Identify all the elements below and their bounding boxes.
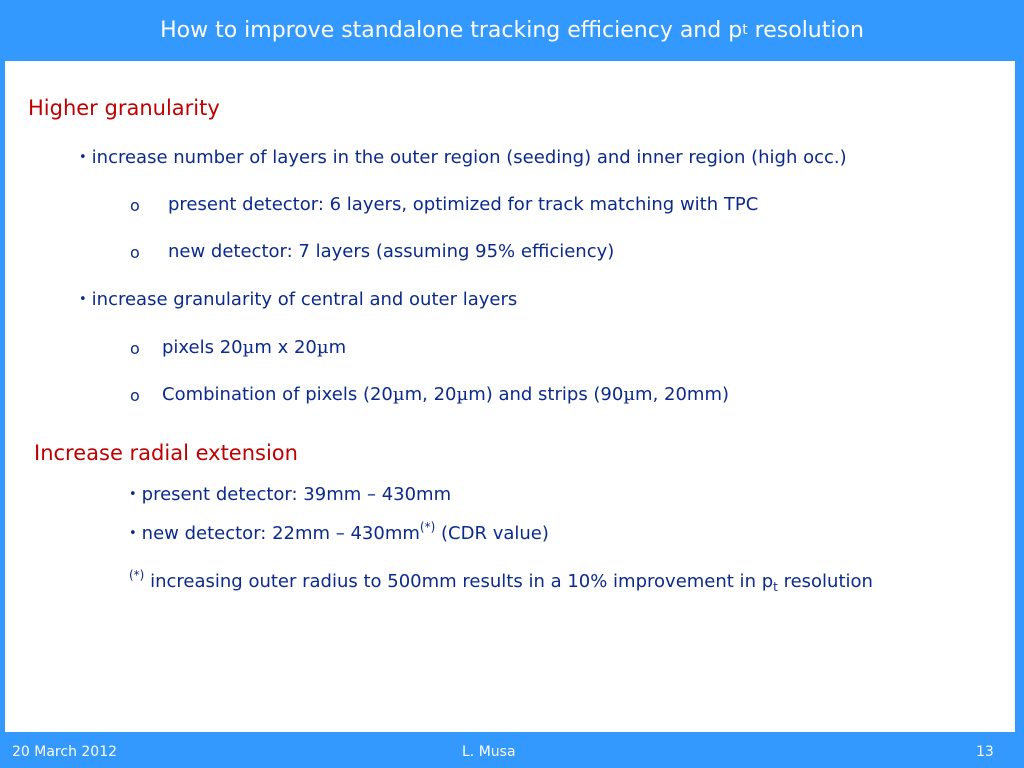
- section-heading-radial: Increase radial extension: [34, 441, 298, 465]
- bullet-new-range: [129, 520, 549, 544]
- subbullet-text: Combination of pixels (20µm, 20µm) and strips (90µm, 20mm): [162, 384, 730, 405]
- title-text-rest: resolution: [747, 17, 864, 43]
- footer-date: 20 March 2012: [12, 744, 118, 760]
- subbullet-text: new detector: 7 layers (assuming 95% efficiency): [168, 241, 615, 262]
- footnote-text-rest: resolution: [777, 571, 873, 592]
- footnote-marker: (*): [419, 520, 436, 534]
- footnote-text: increasing outer radius to 500mm results in a 10% improvement in p: [144, 571, 774, 592]
- footer-author: L. Musa: [462, 744, 516, 760]
- subbullet-text: present detector: 6 layers, optimized for track matching with TPC: [168, 194, 759, 215]
- bullet-text-rest: (CDR value): [435, 523, 549, 544]
- footnote-subscript: t: [773, 580, 778, 594]
- section-heading-granularity: Higher granularity: [28, 96, 220, 120]
- bullet-text: new detector: 22mm – 430mm: [141, 523, 420, 544]
- subbullet-new-detector: [130, 241, 614, 262]
- bullet-icon: •: [129, 487, 137, 502]
- bullet-present-range: [129, 484, 451, 505]
- bullet-text: increase number of layers in the outer region (seeding) and inner region (high occ.): [91, 147, 847, 168]
- circle-bullet-icon: o: [130, 243, 140, 262]
- bullet-icon: •: [79, 150, 87, 165]
- bullet-text: present detector: 39mm – 430mm: [141, 484, 452, 505]
- subbullet-text: pixels 20µm x 20µm: [162, 337, 347, 358]
- page-number: 13: [976, 744, 994, 760]
- bullet-icon: •: [79, 292, 87, 307]
- circle-bullet-icon: o: [130, 339, 140, 358]
- bullet-granularity: [79, 289, 517, 310]
- slide-title: How to improve standalone tracking efficiency and p t resolution: [160, 17, 864, 43]
- slide-footer: [0, 736, 1024, 768]
- subbullet-pixels: [130, 337, 346, 358]
- bullet-text: increase granularity of central and outer layers: [91, 289, 518, 310]
- bullet-icon: •: [129, 526, 137, 541]
- circle-bullet-icon: o: [130, 386, 140, 405]
- footnote-marker: (*): [129, 568, 145, 582]
- slide-content: [5, 61, 1015, 732]
- bullet-layers: [79, 147, 847, 168]
- subbullet-present-detector: [130, 194, 758, 215]
- title-text: How to improve standalone tracking efficiency and p: [160, 17, 743, 43]
- footnote: [129, 568, 873, 594]
- subbullet-combination: [130, 384, 729, 405]
- circle-bullet-icon: o: [130, 196, 140, 215]
